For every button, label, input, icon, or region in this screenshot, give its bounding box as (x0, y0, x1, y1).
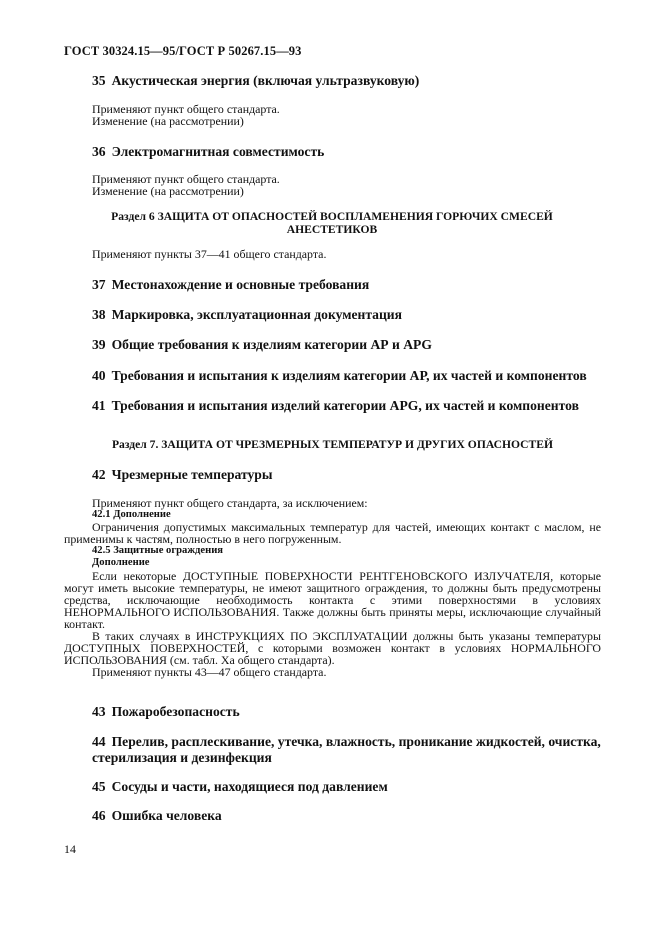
section-43-heading (92, 704, 240, 720)
paragraph: В таких случаях в ИНСТРУКЦИЯХ ПО ЭКСПЛУАТАЦИИ должны быть указаны температуры ДОСТУПНЫХ ПОВЕРХНОСТЕЙ, с которыми возможен контакт в условиях НОРМАЛЬНОГО ИСПОЛЬЗОВАНИЯ (см. табл. Ха общего стандарта). (64, 629, 601, 668)
section-number: 43 (92, 704, 106, 719)
section-title: Сосуды и части, находящиеся под давлением (111, 779, 388, 794)
paragraph: Применяют пункты 43—47 общего стандарта. (92, 665, 327, 680)
section-42-body (64, 497, 601, 678)
paragraph: Ограничения допустимых максимальных температур для частей, имеющих контакт с маслом, не применимы к частям, полностью в него погруженным. (64, 520, 601, 547)
section-number: 42 (92, 467, 106, 482)
paragraph: Применяют пункт общего стандарта. (92, 172, 280, 186)
section-number: 37 (92, 277, 106, 292)
paragraph: Если некоторые ДОСТУПНЫЕ ПОВЕРХНОСТИ РЕНТГЕНОВСКОГО ИЗЛУЧАТЕЛЯ, которые могут иметь высокие температуры, не имеют защитного ограждения, то должны быть предусмотрены средства, исключающие необходимость контакта с этими поверхностями в условиях НЕНОРМАЛЬНОГО ИСПОЛЬЗОВАНИЯ. Также должны быть приняты меры, исключающие случайный контакт. (64, 568, 601, 631)
paragraph: Применяют пункт общего стандарта. (92, 102, 280, 116)
section-title: Маркировка, эксплуатационная документация (111, 307, 402, 322)
section-title: Ошибка человека (111, 808, 222, 823)
section-number: 35 (92, 73, 106, 88)
subclause-42-1-heading: 42.1 Дополнение (92, 509, 171, 521)
section-45-heading (92, 779, 388, 795)
section-number: 44 (92, 734, 106, 749)
section-title: Местонахождение и основные требования (111, 277, 370, 292)
paragraph: Применяют пункты 37—41 общего стандарта. (92, 247, 327, 261)
section-number: 46 (92, 808, 106, 823)
section-number: 36 (92, 144, 106, 159)
part-6-heading (92, 210, 572, 236)
paragraph: Применяют пункт общего стандарта, за исключением: (92, 496, 368, 510)
section-number: 38 (92, 307, 106, 322)
section-number: 39 (92, 337, 106, 352)
section-title: Электромагнитная совместимость (111, 144, 325, 159)
section-40-heading (92, 368, 587, 384)
subclause-42-5-heading: 42.5 Защитные ограждения (92, 545, 224, 557)
section-41-heading (92, 398, 579, 414)
part-title-line: Раздел 6 ЗАЩИТА ОТ ОПАСНОСТЕЙ ВОСПЛАМЕНЕНИЯ ГОРЮЧИХ СМЕСЕЙ (111, 210, 553, 223)
section-38-heading (92, 307, 402, 323)
section-title: Пожаробезопасность (111, 704, 240, 719)
section-36-heading (92, 144, 324, 160)
part-7-heading: Раздел 7. ЗАЩИТА ОТ ЧРЕЗМЕРНЫХ ТЕМПЕРАТУР И ДРУГИХ ОПАСНОСТЕЙ (111, 438, 554, 451)
section-title: Чрезмерные температуры (111, 467, 273, 482)
section-42-heading (92, 467, 272, 483)
subclause-subheading: Дополнение (92, 557, 150, 569)
section-title: Общие требования к изделиям категории АР и APG (111, 337, 432, 352)
page-number: 14 (64, 842, 76, 856)
paragraph: Изменение (на рассмотрении) (92, 184, 244, 198)
running-header: ГОСТ 30324.15—95/ГОСТ Р 50267.15—93 (64, 44, 302, 58)
section-title: Акустическая энергия (включая ультразвуковую) (111, 73, 420, 88)
section-35-heading (92, 73, 419, 89)
section-44-heading (92, 734, 601, 766)
section-number: 40 (92, 368, 106, 383)
section-title: Перелив, расплескивание, утечка, влажность, проникание жидкостей, очистка, стерилизация и дезинфекция (92, 734, 601, 765)
section-39-heading (92, 337, 432, 353)
section-number: 45 (92, 779, 106, 794)
section-number: 41 (92, 398, 106, 413)
paragraph: Изменение (на рассмотрении) (92, 114, 244, 128)
section-title: Требования и испытания изделий категории APG, их частей и компонентов (111, 398, 579, 413)
part-title-line: АНЕСТЕТИКОВ (286, 223, 378, 236)
section-title: Требования и испытания к изделиям категории АР, их частей и компонентов (111, 368, 587, 383)
section-37-heading (92, 277, 369, 293)
section-46-heading (92, 808, 222, 824)
